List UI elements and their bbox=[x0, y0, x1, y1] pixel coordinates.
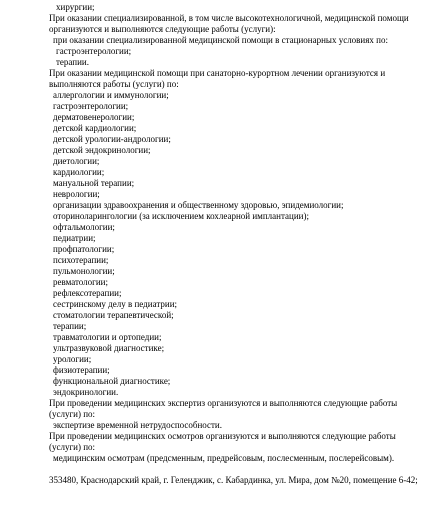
list-item: травматологии и ортопедии; bbox=[53, 332, 162, 342]
list-item: экспертизе временной нетрудоспособности. bbox=[53, 420, 222, 430]
list-item: рефлексотерапии; bbox=[53, 288, 122, 298]
paragraph-line: организуются и выполняются следующие работы (услуги): bbox=[49, 24, 276, 34]
list-item: организации здравоохранения и общественному здоровью, эпидемиологии; bbox=[53, 200, 344, 210]
list-item: стоматологии терапевтической; bbox=[53, 310, 174, 320]
list-item: сестринскому делу в педиатрии; bbox=[53, 299, 178, 309]
list-item: ревматологии; bbox=[53, 277, 108, 287]
address-line: 353480, Краснодарский край, г. Геленджик, с. Кабардинка, ул. Мира, дом №20, помещение 6-42; bbox=[49, 475, 418, 485]
list-item: детской кардиологии; bbox=[53, 123, 137, 133]
list-item: неврологии; bbox=[53, 189, 100, 199]
list-item: эндокринологии. bbox=[53, 387, 119, 397]
list-item: детской эндокринологии; bbox=[53, 145, 151, 155]
paragraph-line: (услуги) по: bbox=[49, 409, 96, 419]
paragraph-line: При проведении медицинских экспертиз организуются и выполняются следующие работы bbox=[49, 398, 398, 408]
list-item: офтальмологии; bbox=[53, 222, 115, 232]
list-item: психотерапии; bbox=[53, 255, 109, 265]
list-item: терапии; bbox=[53, 321, 87, 331]
paragraph-line: выполняются работы (услуги) по: bbox=[49, 79, 179, 89]
list-item: дерматовенерологии; bbox=[53, 112, 135, 122]
list-item: мануальной терапии; bbox=[53, 178, 135, 188]
list-item: медицинским осмотрам (предсменным, предрейсовым, послесменным, послерейсовым). bbox=[53, 453, 395, 463]
list-item: кардиологии; bbox=[53, 167, 105, 177]
list-item: ультразвуковой диагностике; bbox=[53, 343, 165, 353]
list-item: гастроэнтерологии; bbox=[56, 46, 132, 56]
list-item: диетологии; bbox=[53, 156, 100, 166]
paragraph-line: При оказании специализированной, в том числе высокотехнологичной, медицинской помощи bbox=[49, 13, 409, 23]
list-item: пульмонологии; bbox=[53, 266, 115, 276]
paragraph-line: (услуги) по: bbox=[49, 442, 96, 452]
paragraph-line: При проведении медицинских осмотров организуются и выполняются следующие работы bbox=[49, 431, 396, 441]
list-item: урологии; bbox=[53, 354, 92, 364]
paragraph-line: При оказании медицинской помощи при санаторно-курортном лечении организуются и bbox=[49, 68, 386, 78]
list-item: при оказании специализированной медицинской помощи в стационарных условиях по: bbox=[53, 35, 388, 45]
text-line: хирургии; bbox=[56, 2, 95, 12]
list-item: физиотерапии; bbox=[53, 365, 110, 375]
list-item: оториноларингологии (за исключением кохлеарной имплантации); bbox=[53, 211, 309, 221]
list-item: гастроэнтерологии; bbox=[53, 101, 129, 111]
list-item: функциональной диагностике; bbox=[53, 376, 171, 386]
list-item: аллергологии и иммунологии; bbox=[53, 90, 169, 100]
list-item: педиатрии; bbox=[53, 233, 96, 243]
list-item: терапии. bbox=[56, 57, 90, 67]
list-item: детской урологии-андрологии; bbox=[53, 134, 171, 144]
list-item: профпатологии; bbox=[53, 244, 115, 254]
